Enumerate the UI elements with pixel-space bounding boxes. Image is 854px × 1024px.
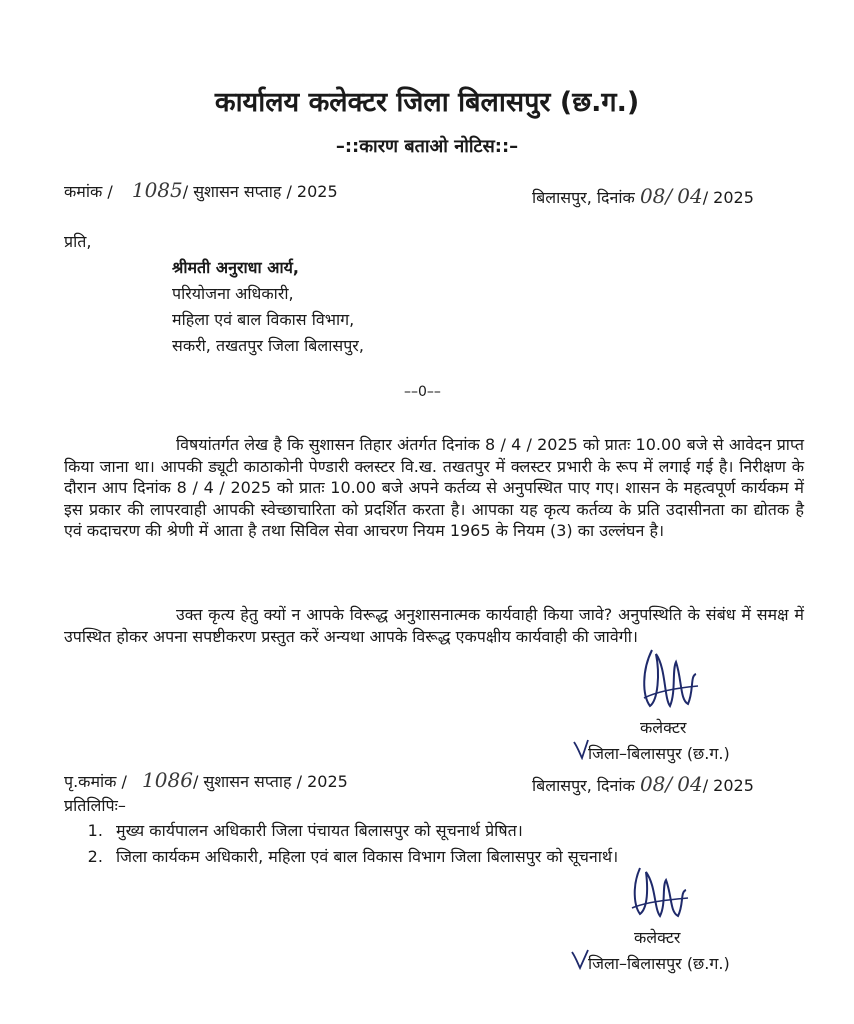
date-month: 04 xyxy=(677,184,703,208)
prati-label: प्रति, xyxy=(64,232,92,251)
notice-subtitle: –::कारण बताओ नोटिस::– xyxy=(335,136,519,157)
addressee-location: सकरी, तखतपुर जिला बिलासपुर, xyxy=(172,336,364,355)
signature-1-designation: कलेक्टर xyxy=(640,718,687,737)
copy-reference-handwritten-number: 1086 xyxy=(142,768,193,792)
copy-list-item: 2. जिला कार्यकम अधिकारी, महिला एवं बाल विकास विभाग जिला बिलासपुर को सूचनार्थ। xyxy=(108,844,848,870)
copy-date-day: 08 xyxy=(639,772,666,796)
reference-label: कमांक / xyxy=(64,182,113,201)
addressee-designation: परियोजना अधिकारी, xyxy=(172,284,294,303)
office-title: कार्यालय कलेक्टर जिला बिलासपुर (छ.ग.) xyxy=(214,87,640,118)
copy-reference-label: पृ.कमांक / xyxy=(64,772,127,791)
signature-2-designation: कलेक्टर xyxy=(634,928,681,947)
addressee-department: महिला एवं बाल विकास विभाग, xyxy=(172,310,355,329)
reference-suffix: / सुशासन सप्ताह / 2025 xyxy=(182,182,338,201)
date-year: / 2025 xyxy=(702,188,754,207)
signature-2-image xyxy=(626,860,696,930)
signature-2-office: जिला–बिलासपुर (छ.ग.) xyxy=(588,954,730,973)
copy-date-month: 04 xyxy=(677,772,703,796)
separator: ––0–– xyxy=(404,384,441,400)
date-prefix: बिलासपुर, दिनांक xyxy=(532,188,635,207)
copy-date-year: / 2025 xyxy=(702,776,754,795)
copy-reference-date: बिलासपुर, दिनांक 08/ 04/ 2025 xyxy=(532,772,754,796)
signature-1-office: जिला–बिलासपुर (छ.ग.) xyxy=(588,744,730,763)
copy-reference-suffix: / सुशासन सप्ताह / 2025 xyxy=(192,772,348,791)
copy-list-item: 1. मुख्य कार्यपालन अधिकारी जिला पंचायत बिलासपुर को सूचनार्थ प्रेषित। xyxy=(108,818,848,844)
addressee-name: श्रीमती अनुराधा आर्य, xyxy=(172,258,299,277)
copy-date-prefix: बिलासपुर, दिनांक xyxy=(532,776,635,795)
copy-reference-number xyxy=(64,768,348,792)
reference-handwritten-number: 1085 xyxy=(131,178,183,202)
signature-1-image xyxy=(636,640,706,720)
date-day: 08 xyxy=(639,184,666,208)
initial-mark-2 xyxy=(570,948,590,970)
body-paragraph-2-text: उक्त कृत्य हेतु क्यों न आपके विरूद्ध अनुशासनात्मक कार्यवाही किया जावे? अनुपस्थिति के संबंध में समक्ष में उपस्थित होकर अपना सपष्टीकरण प्रस्तुत करें अन्यथा आपके विरूद्ध एकपक्षीय कार्यवाही की जावेगी। xyxy=(64,605,804,646)
body-paragraph-1 xyxy=(64,434,804,542)
copy-list xyxy=(60,818,848,870)
copy-label: प्रतिलिपिः– xyxy=(64,796,126,815)
reference-number xyxy=(64,178,338,202)
reference-date: बिलासपुर, दिनांक 08/ 04/ 2025 xyxy=(532,184,754,208)
body-paragraph-1-text: विषयांतर्गत लेख है कि सुशासन तिहार अंतर्गत दिनांक 8 / 4 / 2025 को प्रातः 10.00 बजे से आवेदन प्राप्त किया जाना था। आपकी ड्यूटी काठाकोनी पेण्डारी क्लस्टर वि.ख. तखतपुर में क्लस्टर प्रभारी के रूप में लगाई गई है। निरीक्षण के दौरान आप दिनांक 8 / 4 / 2025 को प्रातः 10.00 बजे अपने कर्तव्य से अनुपस्थित पाए गए। शासन के महत्वपूर्ण कार्यकम में इस प्रकार की लापरवाही आपकी स्वेच्छाचारिता को प्रदर्शित करता है। आपका यह कृत्य कर्तव्य के प्रति उदासीनता का द्योतक है एवं कदाचरण की श्रेणी में आता है तथा सिविल सेवा आचरण नियम 1965 के नियम (3) का उल्लंघन है। xyxy=(64,435,804,540)
